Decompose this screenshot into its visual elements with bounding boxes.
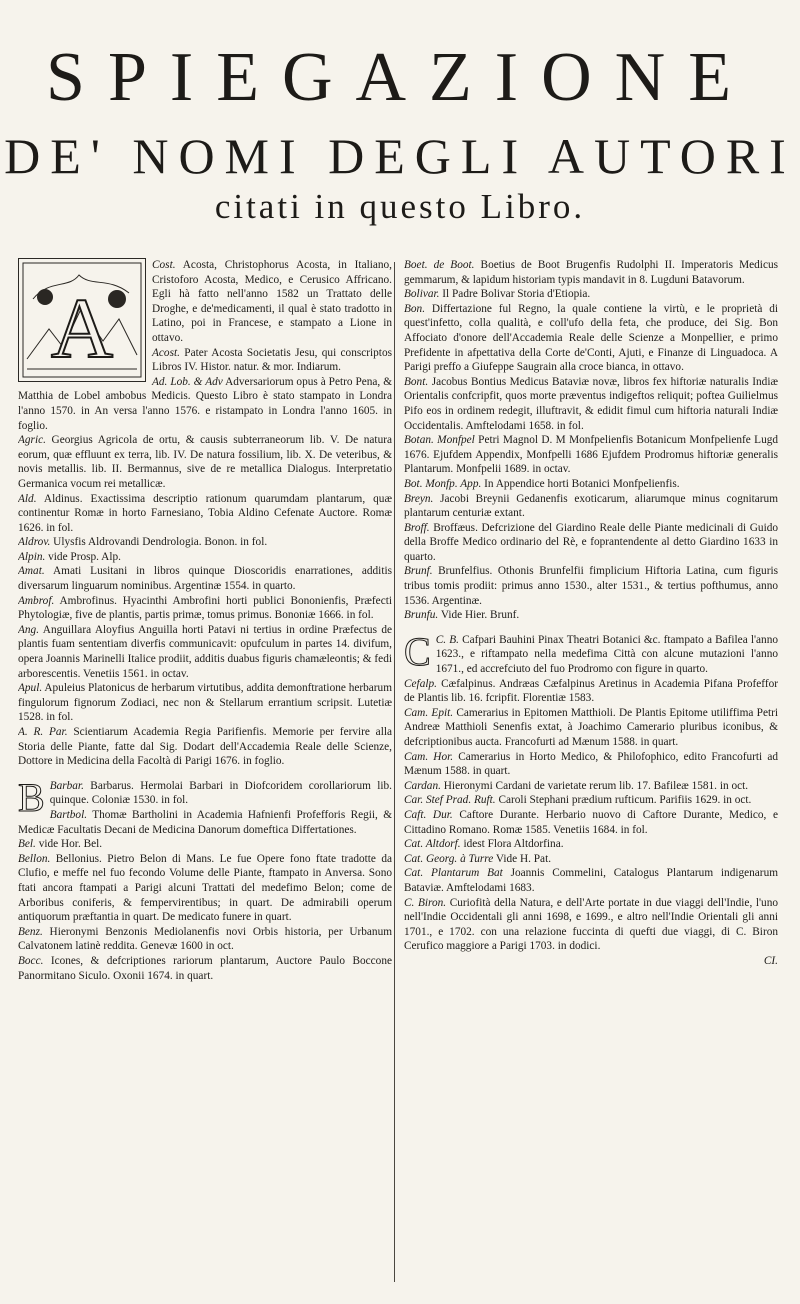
entry-text: Caroli Stephani prædium rufticum. Parifiis 1629. in oct. xyxy=(498,794,752,807)
page-title: SPIEGAZIONE xyxy=(46,39,754,116)
entry-text: Adversariorum opus à Petro Pena, & Matthia de Lobel ambobus Medicis. Questo Libro è stato stampato in Londra l'anno 1570. in An versa l'anno 1576. e ristampato in Londra l'anno 1605. in foglio. xyxy=(18,375,392,432)
entry-abbreviation: Bot. Monfp. App. xyxy=(404,477,482,490)
entry-text: Petri Magnol D. M Monfpelienfis Botanicum Monfpelienfe Lugd 1676. Ejufdem Appendix, Monfpelli 1686 Ejufdem Prodromus hiftoriæ generalis Plantarum. Monfpelii 1689. in octav. xyxy=(404,434,778,476)
entry-abbreviation: Bartbol. xyxy=(49,808,88,821)
left-entry xyxy=(18,492,392,536)
entry-text: Hieronymi Benzonis Mediolanenfis novi Orbis historia, per Urbanum Calvatonem latinè reddita. Genevæ 1600 in oct. xyxy=(18,925,392,953)
left-entry xyxy=(18,375,392,433)
initial-letter: B xyxy=(18,774,45,820)
left-entry xyxy=(18,564,392,593)
entry-abbreviation: Boet. de Boot. xyxy=(404,259,475,271)
left-entry xyxy=(18,550,392,565)
entry-text: Cafpari Bauhini Pinax Theatri Botanici &c. ftampato a Bafilea l'anno 1623., e riftampato nella medefima Città con alcune mutazioni l'anno 1671., ed accrefciuto del fuo Prodromo con figure in quarto. xyxy=(435,633,778,676)
entry-text: Bellonius. Pietro Belon di Mans. Le fue Opere fono ftate tradotte da Clufio, e meffe nel fuo fecondo Volume delle Piante, ftampato in Anversa. Sono ftati ancora ftampati a Parigi alcuni Trattati del medefimo Belon; come de Arboribus coniferis, & fempervirentibus; in quart. De admirabili operum antiquorum præftantia in quart. De medicato funere in quart. xyxy=(18,852,392,924)
right-entry xyxy=(404,677,778,706)
entry-abbreviation: Cat. Plantarum Bat xyxy=(404,867,503,880)
right-entry xyxy=(404,706,778,750)
entry-text: Aldinus. Exactissima descriptio rationum quarumdam plantarum, quæ continentur Romæ in horto Farnesiano, Tobia Aldino Cefenate Auctore. Romæ 1626. in fol. xyxy=(18,492,392,534)
entry-abbreviation: Caft. Dur. xyxy=(404,808,453,821)
entry-abbreviation: Brunf. xyxy=(404,565,433,578)
entry-text: Hieronymi Cardani de varietate rerum lib. 17. Bafileæ 1581. in oct. xyxy=(443,779,749,792)
entry-text: Broffæus. Defcrizione del Giardino Reale delle Piante medicinali di Guido della Broffe Medico ordinario del Rè, e foprantendente al detto Giardino 1633 in quarto. xyxy=(404,521,778,563)
left-entry xyxy=(18,681,392,725)
entry-abbreviation: Agric. xyxy=(18,434,46,447)
entry-text: Barbarus. Hermolai Barbari in Diofcoridem corollariorum lib. quinque. Coloniæ 1530. in fol. xyxy=(49,779,392,807)
entry-text: Il Padre Bolivar Storia d'Etiopia. xyxy=(442,288,591,301)
entry-abbreviation: Brunfu. xyxy=(404,609,439,622)
entry-text: Icones, & defcriptiones rariorum plantarum, Auctore Paulo Boccone Panormitano Siculo. Oxonii 1674. in quart. xyxy=(18,954,392,982)
right-entry xyxy=(404,564,778,608)
entry-abbreviation: Barbar. xyxy=(49,779,84,792)
entry-abbreviation: Car. Stef Prad. Ruft. xyxy=(404,794,496,807)
entry-abbreviation: Cat. Georg. à Turre xyxy=(404,852,494,865)
entry-text: Differtazione ful Regno, la quale contiene la virtù, e le proprietà di quest'infetto, colla qualità, e coll'ufo della feta, che produce, dei Sig. Bon Affociato d'onore dell'Accademia Reale delle Scienze a Monpellier, e primo Prefidente in afpettativa della Corte de'Conti, Ajuti, e Finanze di Linguadoca. A Parigi preffo a Giufeppe Saugrain alla croce bianca, in ottavo. xyxy=(404,302,778,374)
entry-abbreviation: Cardan. xyxy=(404,779,441,792)
decorated-initial-picture xyxy=(18,258,146,382)
entry-text: vide Prosp. Alp. xyxy=(48,550,121,563)
entry-abbreviation: Apul. xyxy=(18,682,43,695)
entry-text: Vide Hier. Brunf. xyxy=(440,609,520,622)
right-entry xyxy=(404,793,778,808)
entry-text: Caftore Durante. Herbario nuovo di Caftore Durante, Medico, e Cittadino Romano. Romæ 1585. Venetiis 1684. in fol. xyxy=(404,808,778,836)
entry-text: Pater Acosta Societatis Jesu, qui conscriptos Libros IV. Histor. natur. & mor. Indiarum. xyxy=(152,346,392,374)
entry-abbreviation: Acost. xyxy=(152,346,180,359)
entry-text: Anguillara Aloyfius Anguilla horti Patavi ni tertius in ordine Præfectus de plantis fuam sententiam diverfis communicavit: opufculum in partes 14. divifum, opera Joannis Marinelli Italice prodiit, additis duabus figuris chamæleontis; & fedi arborescentis. Venetiis 1561. in octav. xyxy=(18,623,392,680)
right-entry xyxy=(404,477,778,492)
entry-text: Curiofità della Natura, e dell'Arte portate in due viaggi dell'Indie, l'uno nell'Indie Occidentali gli anni 1698, e 1699., e altro nell'Indie Orientali gli anni 1701., e 1702. con una relazione fuccinta di quefti due viaggi, di C. Biron Cerufico maggiore a Parigi 1703. in dodici. xyxy=(404,896,778,953)
right-entry xyxy=(404,258,778,287)
entry-abbreviation: Ald. xyxy=(18,492,37,505)
right-entry xyxy=(404,302,778,375)
entry-abbreviation: Alpin. xyxy=(18,550,46,563)
entry-abbreviation: Bellon. xyxy=(18,852,51,865)
left-entry xyxy=(18,954,392,983)
left-entry xyxy=(18,808,392,837)
right-entry xyxy=(404,866,778,895)
entry-abbreviation: Aldrov. xyxy=(18,536,51,549)
entry-text: Cæfalpinus. Andræas Cæfalpinus Aretinus in Academia Pifana Profeffor de Plantis lib. 16. fcripfit. Florentiæ 1583. xyxy=(404,677,778,705)
entry-text: Camerarius in Epitomen Matthioli. De Plantis Epitome utiliffima Petri Andreæ Matthioli Senenfis extat, à Joachimo Camerario pluribus iconibus, & defcriptionibus aucta. Francofurti ad Mænum 1588. in quart. xyxy=(404,706,778,748)
left-entry xyxy=(18,925,392,954)
entry-abbreviation: A. R. Par. xyxy=(18,726,68,738)
catchword: CI. xyxy=(763,954,778,967)
entry-abbreviation: Breyn. xyxy=(404,492,434,505)
entry-text: Joannis Commelini, Catalogus Plantarum indigenarum Bataviæ. Amftelodami 1683. xyxy=(404,867,778,894)
entry-text: Acosta, Christophorus Acosta, in Italiano, Cristoforo Acosta, Medico, e Cerusico Affricano. Egli hà fatto nell'anno 1582 un Trattato delle Droghe, e de'medicamenti, il qual è stato tradotto in Latino, poi in Francese, e stampato a Lione in ottavo. xyxy=(152,259,392,344)
right-entry xyxy=(404,896,778,954)
left-column xyxy=(18,258,392,1288)
left-entry xyxy=(18,594,392,623)
entry-abbreviation: Bon. xyxy=(404,302,426,315)
right-entry xyxy=(404,433,778,477)
right-entry xyxy=(404,750,778,779)
right-entry xyxy=(404,287,778,302)
initial-letter: C xyxy=(404,628,431,674)
right-entry xyxy=(404,608,778,623)
entry-abbreviation: Bont. xyxy=(404,375,429,388)
right-entry xyxy=(404,852,778,867)
entry-abbreviation: Cat. Altdorf. xyxy=(404,838,461,851)
entry-text: idest Flora Altdorfina. xyxy=(463,838,564,851)
entry-abbreviation: Ambrof. xyxy=(18,594,55,607)
left-entry xyxy=(18,535,392,550)
left-entry xyxy=(18,433,392,491)
right-entry xyxy=(404,837,778,852)
entry-text: Camerarius in Horto Medico, & Philofophico, edito Francofurti ad Mænum 1588. in quart. xyxy=(404,750,778,778)
column-divider xyxy=(394,262,395,1282)
entry-text: Apuleius Platonicus de herbarum virtutibus, addita demonftratione herbarum fingulorum fignorum Zodiaci, nec non & Stellarum errantium scripsit. Lutetiæ 1528. in fol. xyxy=(18,682,392,724)
entry-abbreviation: Broff. xyxy=(404,521,430,534)
entry-abbreviation: Cam. Epit. xyxy=(404,706,454,719)
entry-text: Ambrofinus. Hyacinthi Ambrofini horti publici Bononienfis, Præfecti Phytologiæ, five de plantis, partis primæ, tomus primus. Bononiæ 1666. in fol. xyxy=(18,594,392,622)
entry-text: Vide H. Pat. xyxy=(495,852,552,865)
right-entry xyxy=(404,808,778,837)
entry-text: Jacobus Bontius Medicus Bataviæ novæ, libros fex hiftoriæ naturalis Indiæ Orientalis confcripfit, quos morte præventus indigeftos reliquit; poftea Guilielmus Pifo eos in ordinem redegit, illuftravit, & edidit fimul cum hiftoria naturali Indiæ Occidentalis. Amftelodami 1658. in fol. xyxy=(404,375,778,432)
right-column xyxy=(404,258,778,1288)
page-subtitle-secondary: citati in questo Libro. xyxy=(214,187,586,226)
left-entry xyxy=(18,837,392,852)
entry-text: Amati Lusitani in libros quinque Dioscoridis enarrationes, additis diversarum linguarum nominibus. Argentinæ 1554. in quarto. xyxy=(18,565,392,593)
entry-abbreviation: Bel. xyxy=(18,838,36,851)
left-entry xyxy=(18,725,392,769)
entry-text: Scientiarum Academia Regia Parifienfis. Memorie per fervire alla Storia delle Piante, fatte dal Sig. Dodart dell'Accademia Reale delle Scienze, Dottore in Medicina della Facoltà di Parigi 1676. in foglio. xyxy=(18,726,392,768)
entry-abbreviation: Cam. Hor. xyxy=(404,750,454,763)
left-entry xyxy=(18,623,392,681)
entry-abbreviation: Benz. xyxy=(18,925,43,938)
entry-text: Jacobi Breynii Gedanenfis exoticarum, aliarumque minus cognitarum plantarum centuriæ extant. xyxy=(404,492,778,520)
page-subtitle: DE' NOMI DEGLI AUTORI xyxy=(4,128,796,184)
entry-abbreviation: Bocc. xyxy=(18,954,44,967)
entry-abbreviation: C. Biron. xyxy=(404,896,447,909)
entry-abbreviation: Ang. xyxy=(18,623,40,636)
entry-text: Boetius de Boot Brugenfis Rudolphi II. Imperatoris Medicus gemmarum, & lapidum historiam typis mandavit in 8. Lugduni Batavorum. xyxy=(404,259,778,286)
entry-text: Thomæ Bartholini in Academia Hafnienfi Profefforis Regii, & Medicæ Facultatis Decani de Medicina Danorum domeftica Differtationes. xyxy=(18,808,392,836)
left-entry xyxy=(18,852,392,925)
entry-abbreviation: Botan. Monfpel xyxy=(404,434,475,447)
right-entry xyxy=(404,521,778,565)
entry-text: In Appendice horti Botanici Monfpelienfis. xyxy=(484,477,680,490)
entry-abbreviation: C. B. xyxy=(435,633,459,646)
entry-abbreviation: Cefalp. xyxy=(404,677,437,690)
entry-abbreviation: Cost. xyxy=(152,259,176,271)
right-entry xyxy=(404,375,778,433)
entry-text: vide Hor. Bel. xyxy=(38,838,103,851)
entry-text: Georgius Agricola de ortu, & causis subterraneorum lib. V. De natura eorum, quæ effluunt ex terra, lib. IV. De natura fossilium, lib. X. De veteribus, & novis metallis. lib. II. Bermannus, sive de re metallica Dialogus. Interpretatio Germanica vocum rei metallicæ. xyxy=(18,434,392,490)
svg-text:A: A xyxy=(50,280,114,376)
right-entry xyxy=(404,779,778,794)
entry-abbreviation: Ad. Lob. & Adv xyxy=(152,375,223,388)
woodcut-initial-icon xyxy=(19,259,145,381)
right-entry xyxy=(404,492,778,521)
entry-text: Brunfelfius. Othonis Brunfelfii fimplicium Hiftoria Latina, cum figuris tribus tomis prodiit: primus anno 1530., alter 1531., & tertius pofthumus, anno 1536. Argentinæ. xyxy=(404,565,778,607)
right-entry xyxy=(404,628,778,677)
entry-text: Ulysfis Aldrovandi Dendrologia. Bonon. in fol. xyxy=(53,536,268,549)
entry-abbreviation: Amat. xyxy=(18,565,45,578)
entry-abbreviation: Bolivar. xyxy=(404,288,440,301)
